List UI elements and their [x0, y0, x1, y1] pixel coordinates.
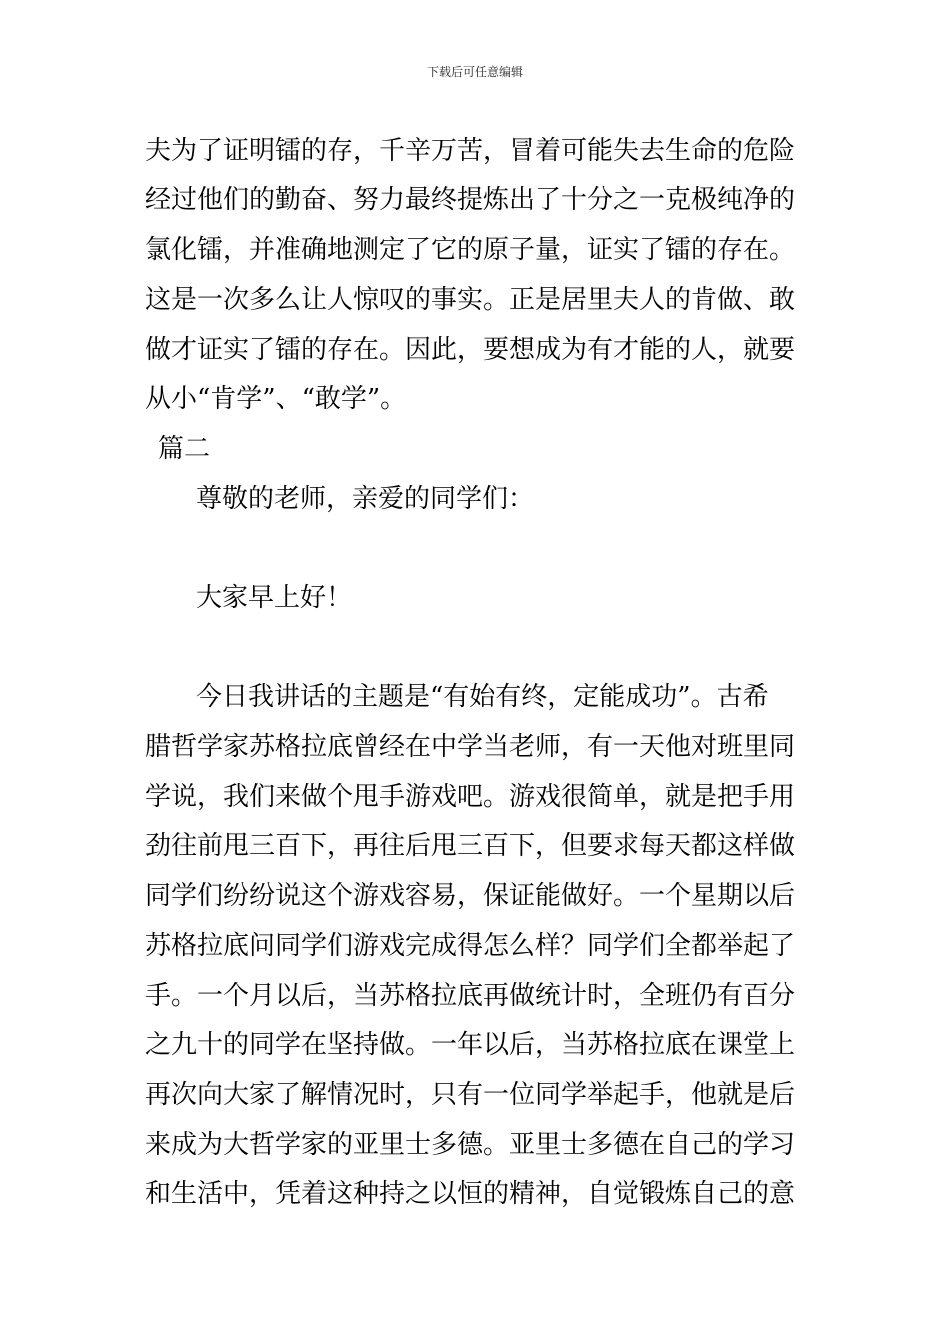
- text-line: 学说，我们来做个甩手游戏吧。游戏很简单，就是把手用: [145, 782, 796, 812]
- text-line: 来成为大哲学家的亚里士多德。亚里士多德在自己的学习: [145, 1130, 796, 1160]
- text-line: 和生活中，凭着这种持之以恒的精神，自觉锻炼自己的意: [145, 1179, 796, 1209]
- section-heading: 篇二: [158, 434, 211, 464]
- text-line: 劲往前甩三百下，再往后甩三百下，但要求每天都这样做: [145, 831, 796, 861]
- text-line: 手。一个月以后，当苏格拉底再做统计时，全班仍有百分: [145, 981, 796, 1011]
- text-line: 同学们纷纷说这个游戏容易，保证能做好。一个星期以后: [145, 881, 796, 911]
- text-line: 今日我讲话的主题是“有始有终，定能成功”。古希: [196, 682, 769, 712]
- text-line: 之九十的同学在坚持做。一年以后，当苏格拉底在课堂上: [145, 1030, 796, 1060]
- text-line: 氯化镭，并准确地测定了它的原子量，证实了镭的存在。: [145, 235, 796, 265]
- page-header-note: 下载后可任意编辑: [426, 65, 523, 79]
- text-line: 从小“肯学”、“敢学”。: [145, 384, 407, 414]
- text-line: 这是一次多么让人惊叹的事实。正是居里夫人的肯做、敢: [145, 285, 796, 315]
- text-line: 苏格拉底问同学们游戏完成得怎么样？同学们全都举起了: [145, 931, 796, 961]
- text-line: 夫为了证明镭的存，千辛万苦，冒着可能失去生命的危险: [145, 136, 796, 166]
- blank-line: [145, 531, 805, 565]
- text-line: 再次向大家了解情况时，只有一位同学举起手，他就是后: [145, 1080, 796, 1110]
- blank-line: [145, 631, 805, 665]
- text-line: 做才证实了镭的存在。因此，要想成为有才能的人，就要: [145, 335, 796, 365]
- salutation: 尊敬的老师，亲爱的同学们：: [196, 484, 535, 514]
- text-line: 经过他们的勤奋、努力最终提炼出了十分之一克极纯净的: [145, 185, 796, 215]
- text-line: 腊哲学家苏格拉底曾经在中学当老师，有一天他对班里同: [145, 732, 796, 762]
- greeting: 大家早上好！: [196, 583, 353, 613]
